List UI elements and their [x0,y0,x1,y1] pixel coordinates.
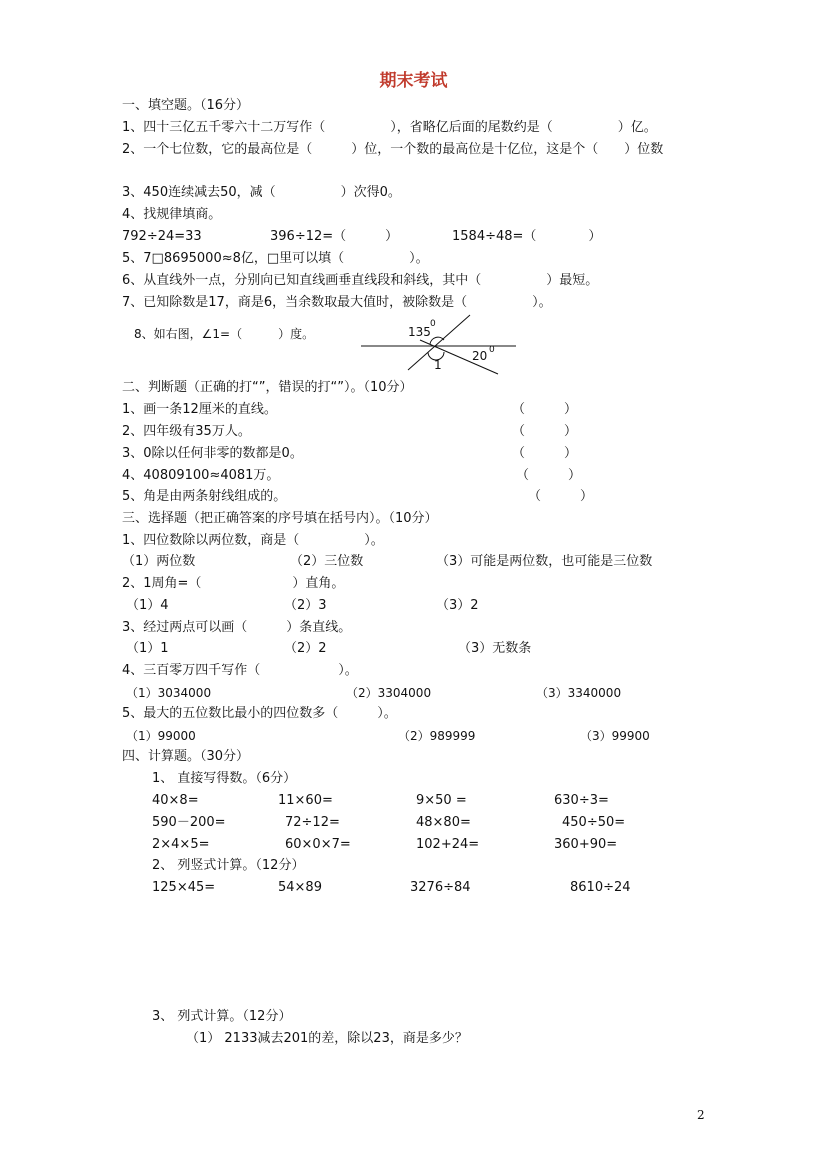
question-1-4-item-c: 1584÷48=（ ） [452,229,602,244]
question-1-4-item-a: 792÷24=33 [122,229,202,244]
answer-bracket-2-1: （ ） [512,402,578,417]
question-1-3: 3、450连续减去50，减（ ）次得0。 [122,185,401,200]
calc-item: 360+90= [554,837,618,852]
calc-item: 54×89 [278,880,322,895]
question-1-6: 6、从直线外一点，分别向已知直线画垂直线段和斜线，其中（ ）最短。 [122,273,599,288]
question-4-3-1: （1） 2133减去201的差，除以23，商是多少？ [186,1031,468,1046]
option-3-5-c: （3）99900 [580,729,650,743]
question-1-7: 7、已知除数是17，商是6，当余数取最大值时，被除数是（ ）。 [122,295,552,310]
option-3-4-c: （3）3340000 [536,686,622,700]
option-3-5-b: （2）989999 [398,729,476,743]
calc-item: 11×60= [278,793,333,808]
option-3-3-c: （3）无数条 [458,641,532,656]
question-1-8: 8、如右图，∠1=（ ）度。 [134,327,315,341]
question-1-1: 1、四十三亿五千零六十二万写作（ ），省略亿后面的尾数约是（ ）亿。 [122,120,657,135]
question-1-4-item-b: 396÷12=（ ） [270,229,399,244]
question-3-3: 3、经过两点可以画（ ）条直线。 [122,620,352,635]
degree-mark-1: 0 [430,319,436,329]
option-3-1-a: （1）两位数 [122,554,196,569]
subsection-4-2: 2、 列竖式计算。（12分） [152,858,305,873]
calc-item: 9×50 = [416,793,467,808]
angle-label-135: 135 [408,325,431,339]
calc-item: 450÷50= [562,815,626,830]
question-2-1: 1、画一条12厘米的直线。 [122,402,277,417]
question-1-5: 5、7□8695000≈8亿，□里可以填（ ）。 [122,251,429,266]
question-3-2: 2、1周角=（ ）直角。 [122,576,345,591]
option-3-4-a: （1）3034000 [126,686,212,700]
section-2-heading: 二、判断题（正确的打“”，错误的打“”）。（10分） [122,380,413,395]
angle-figure [358,312,518,378]
answer-bracket-2-4: （ ） [516,468,582,483]
section-1-heading: 一、填空题。（16分） [122,98,250,113]
subsection-4-1: 1、 直接写得数。（6分） [152,771,297,786]
angle-label-20: 20 [472,349,488,363]
answer-bracket-2-5: （ ） [528,489,594,504]
option-3-4-b: （2）3304000 [346,686,432,700]
angle-label-1: 1 [434,358,442,372]
calc-item: 125×45= [152,880,216,895]
calc-item: 60×0×7= [285,837,351,852]
question-2-2: 2、四年级有35万人。 [122,424,251,439]
answer-bracket-2-3: （ ） [512,446,578,461]
answer-bracket-2-2: （ ） [512,424,578,439]
question-1-2: 2、一个七位数，它的最高位是（ ）位，一个数的最高位是十亿位，这是个（ ）位数 [122,142,664,157]
question-3-5: 5、最大的五位数比最小的四位数多（ ）。 [122,706,397,721]
question-3-1: 1、四位数除以两位数，商是（ ）。 [122,533,384,548]
option-3-1-c: （3）可能是两位数，也可能是三位数 [436,554,653,569]
question-1-4: 4、找规律填商。 [122,207,222,222]
subsection-4-3: 3、 列式计算。（12分） [152,1009,292,1024]
section-4-heading: 四、计算题。（30分） [122,749,250,764]
page-number: 2 [697,1108,705,1122]
calc-item: 2×4×5= [152,837,210,852]
calc-item: 48×80= [416,815,471,830]
calc-item: 630÷3= [554,793,609,808]
question-3-4: 4、三百零万四千写作（ ）。 [122,663,358,678]
degree-mark-2: 0 [489,345,495,355]
question-2-4: 4、40809100≈4081万。 [122,468,280,483]
question-2-5: 5、角是由两条射线组成的。 [122,489,287,504]
question-2-3: 3、0除以任何非零的数都是0。 [122,446,303,461]
page-title: 期末考试 [379,71,448,91]
calc-item: 72÷12= [285,815,340,830]
calc-item: 102+24= [416,837,480,852]
calc-item: 40×8= [152,793,199,808]
calc-item: 8610÷24 [570,880,631,895]
option-3-3-b: （2）2 [284,641,327,656]
calc-item: 3276÷84 [410,880,471,895]
option-3-2-c: （3）2 [436,598,479,613]
section-3-heading: 三、选择题（把正确答案的序号填在括号内）。（10分） [122,511,438,526]
option-3-3-a: （1）1 [126,641,169,656]
calc-item: 590－200= [152,815,226,830]
option-3-1-b: （2）三位数 [290,554,364,569]
option-3-5-a: （1）99000 [126,729,196,743]
option-3-2-a: （1）4 [126,598,169,613]
option-3-2-b: （2）3 [284,598,327,613]
